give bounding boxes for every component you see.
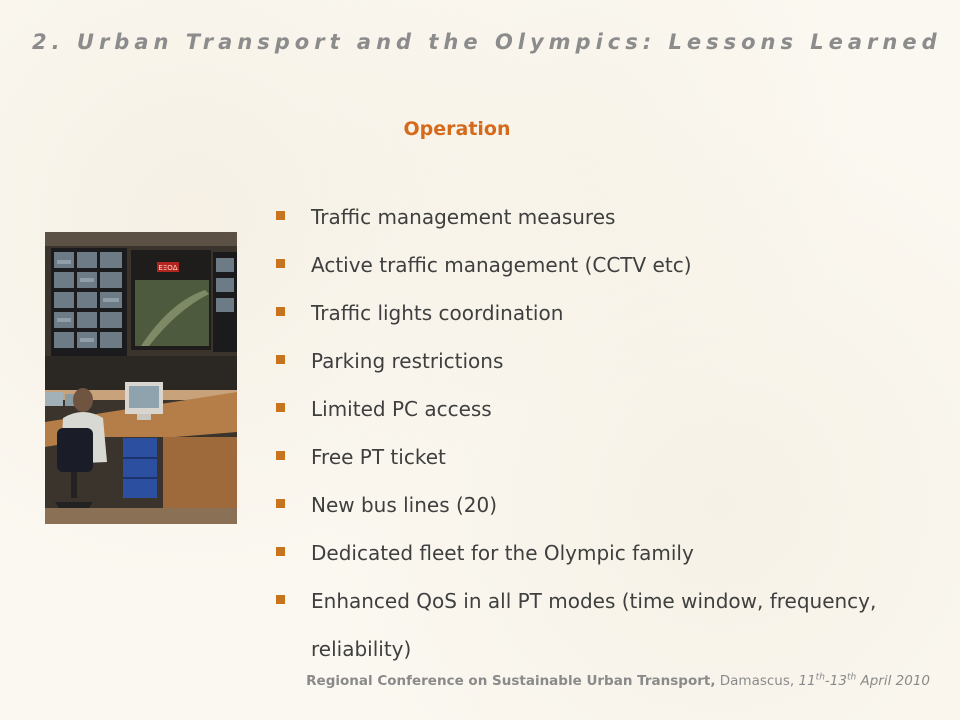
bullet-text: Free PT ticket xyxy=(311,445,446,469)
bullet-item xyxy=(272,289,932,337)
bullet-text: Dedicated fleet for the Olympic family xyxy=(311,541,694,565)
bullet-text: Parking restrictions xyxy=(311,349,504,373)
bullet-text: Enhanced QoS in all PT modes (time window, frequency, reliability) xyxy=(311,589,877,661)
footer-date-sep: -13 xyxy=(824,673,847,689)
traffic-control-room-photo xyxy=(45,232,237,524)
bullet-text: Limited PC access xyxy=(311,397,492,421)
bullet-marker xyxy=(276,355,285,364)
bullet-item xyxy=(272,577,932,673)
bullet-item xyxy=(272,481,932,529)
footer-conference-name: Regional Conference on Sustainable Urban Transport, xyxy=(306,673,716,689)
footer-conference-info xyxy=(306,673,930,689)
bullet-marker xyxy=(276,211,285,220)
section-heading: Operation xyxy=(403,118,511,140)
bullet-item xyxy=(272,433,932,481)
bullet-item xyxy=(272,385,932,433)
bullet-text: Traffic lights coordination xyxy=(311,301,564,325)
bullet-marker xyxy=(276,403,285,412)
footer-date xyxy=(798,673,930,689)
bullet-text: New bus lines (20) xyxy=(311,493,498,517)
bullet-marker xyxy=(276,451,285,460)
bullet-marker xyxy=(276,595,285,604)
footer-date-start-suffix: th xyxy=(815,672,825,683)
slide-title: 2. Urban Transport and the Olympics: Lessons Learned xyxy=(32,30,942,54)
bullet-text: Traffic management measures xyxy=(311,205,616,229)
footer-location: Damascus, xyxy=(715,673,799,689)
bullet-text: Active traffic management (CCTV etc) xyxy=(311,253,692,277)
bullet-item xyxy=(272,337,932,385)
footer-date-start-day: 11 xyxy=(798,673,816,689)
footer-date-end-suffix: th xyxy=(846,672,857,683)
bullet-list xyxy=(272,193,932,673)
footer-date-rest: April 2010 xyxy=(856,673,930,689)
exit-sign-text: ΕΞΟΔ xyxy=(158,264,178,272)
bullet-item xyxy=(272,529,932,577)
bullet-marker xyxy=(276,499,285,508)
bullet-marker xyxy=(276,547,285,556)
bullet-item xyxy=(272,193,932,241)
bullet-item xyxy=(272,241,932,289)
bullet-marker xyxy=(276,307,285,316)
bullet-marker xyxy=(276,259,285,268)
